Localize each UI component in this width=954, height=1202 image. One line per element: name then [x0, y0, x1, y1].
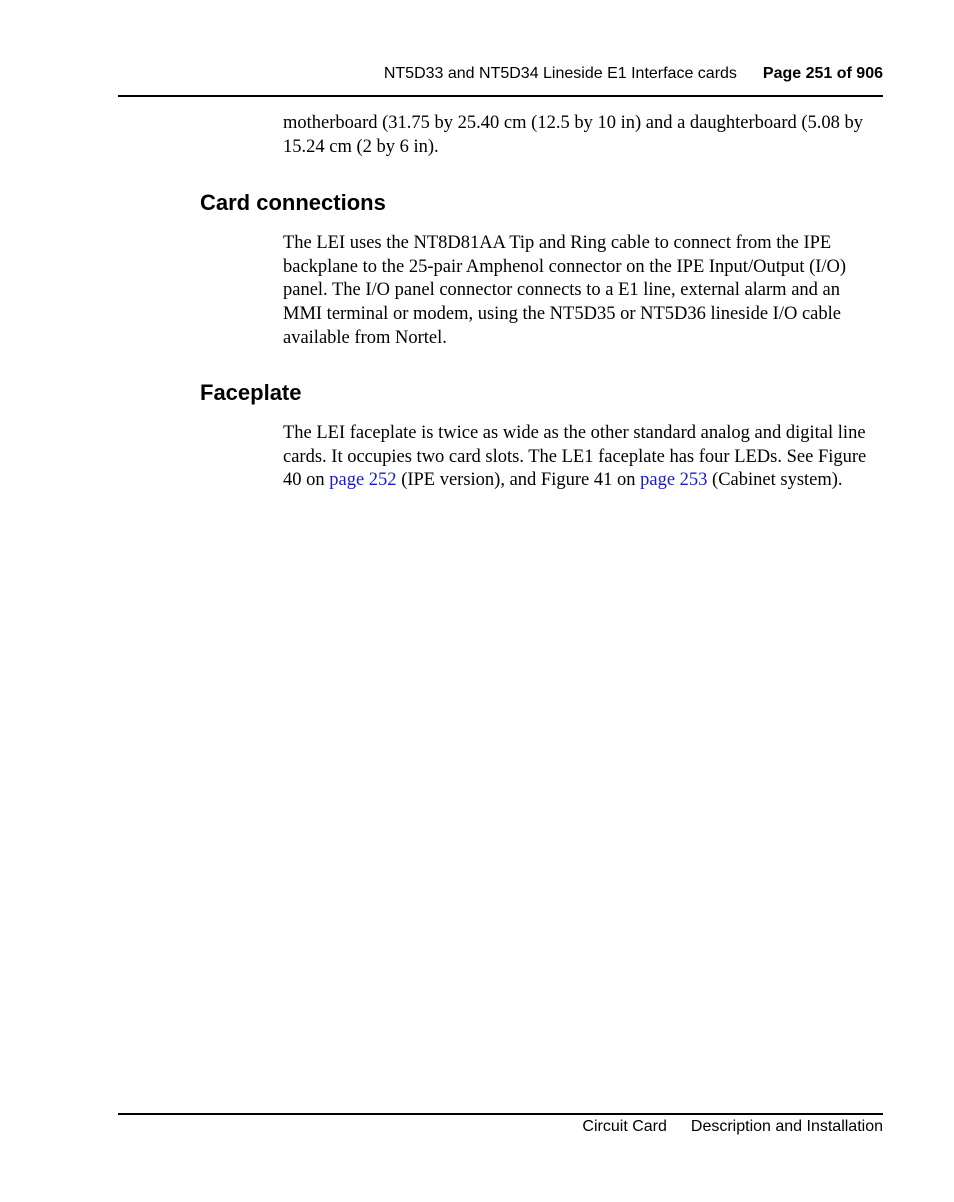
- faceplate-heading: Faceplate: [200, 380, 302, 405]
- page-253-link[interactable]: page 253: [640, 470, 708, 491]
- faceplate-text-2: (IPE version), and Figure 41 on: [396, 470, 641, 491]
- card-connections-paragraph: The LEI uses the NT8D81AA Tip and Ring cable to connect from the IPE backplane to the 25-pair Amphenol connector on the IPE Input/Output (I/O) panel. The I/O panel connector connects to a E1 line, external alarm and an MMI terminal or modem, using the NT5D35 or NT5D36 lineside I/O cable available from Nortel.: [283, 233, 847, 348]
- page-footer: [118, 1118, 883, 1140]
- footer-book-type: Circuit Card: [582, 1118, 667, 1135]
- footer-book-title: Description and Installation: [690, 1118, 883, 1135]
- intro-paragraph: motherboard (31.75 by 25.40 cm (12.5 by 10 in) and a daughterboard (5.08 by 15.24 cm (2 by 6 in).: [283, 113, 864, 157]
- footer-rule: [118, 1113, 883, 1115]
- header-rule: [118, 95, 883, 97]
- document-title: NT5D33 and NT5D34 Lineside E1 Interface cards: [383, 65, 737, 82]
- faceplate-text-1: The LEI faceplate is twice as wide as the other standard analog and digital line cards. It occupies two card slots. The LE1 faceplate has four LEDs. See Figure 40 on: [283, 423, 867, 491]
- faceplate-paragraph: [283, 422, 883, 493]
- page-252-link[interactable]: page 252: [329, 470, 397, 491]
- page-header: [118, 65, 883, 87]
- page-number: Page 251 of 906: [762, 65, 883, 82]
- faceplate-text-3: (Cabinet system).: [707, 470, 843, 491]
- card-connections-heading: Card connections: [200, 190, 386, 215]
